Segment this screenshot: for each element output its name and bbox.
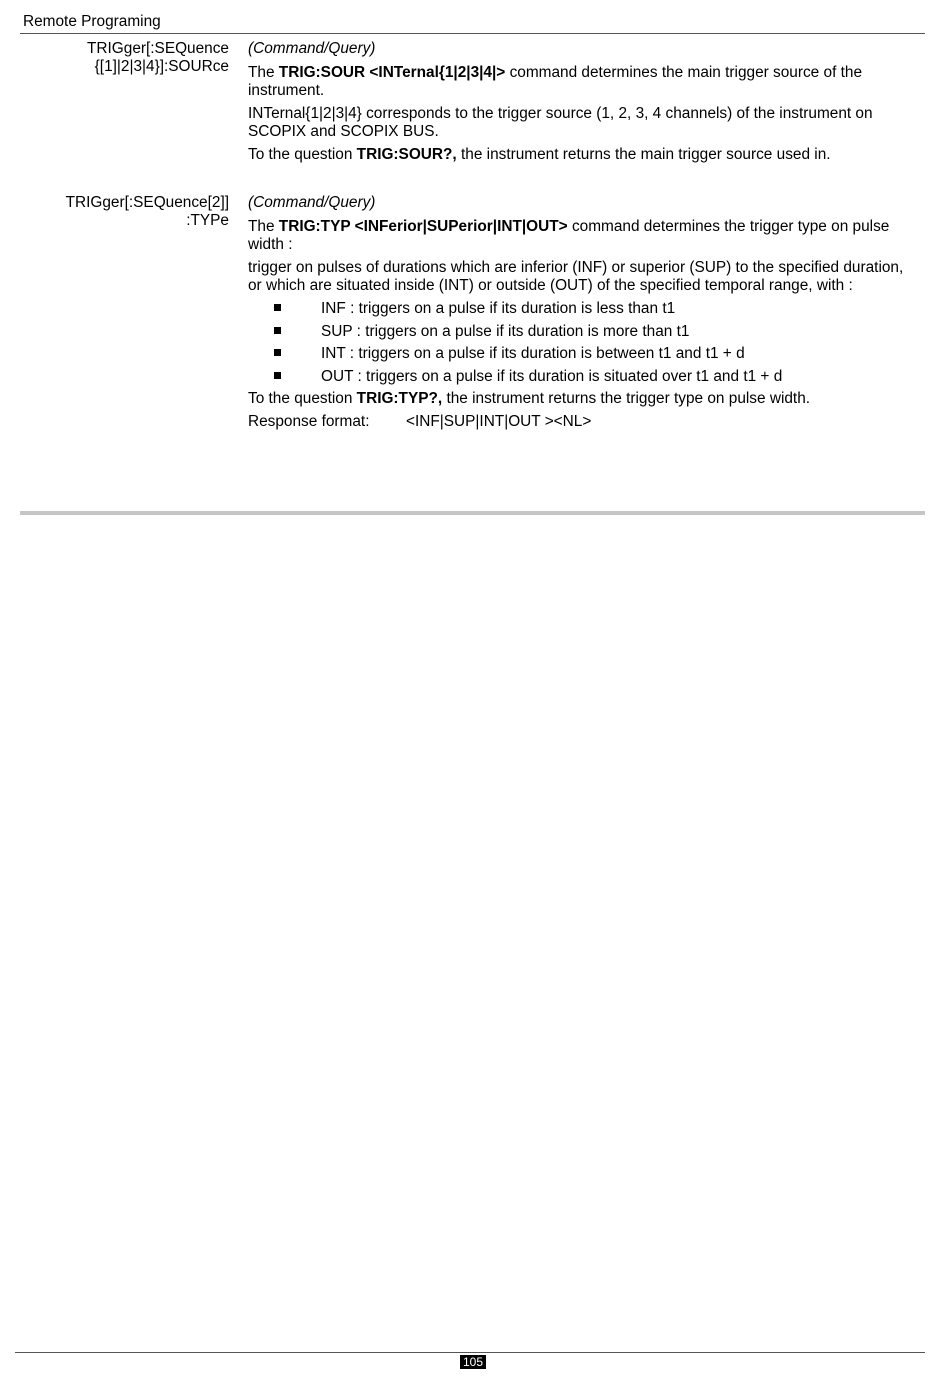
command-name-line: TRIGger[:SEQuence[2]] [65, 194, 229, 211]
response-format-value: <INF|SUP|INT|OUT ><NL> [406, 413, 592, 430]
command-name-line: :TYPe [186, 212, 229, 229]
command-mode: (Command/Query) [248, 194, 376, 211]
response-format-label: Response format: [248, 413, 370, 430]
command-name-line: {[1]|2|3|4}]:SOURce [94, 58, 229, 75]
command-syntax: TRIG:TYP <INFerior|SUPerior|INT|OUT> [278, 218, 568, 235]
description-paragraph: trigger on pulses of durations which are inferior (INF) or superior (SUP) to the specified duration, or which are situated inside (INT) or outside (OUT) of the specified temporal range, with : [248, 259, 904, 294]
square-bullet-icon [274, 349, 281, 356]
page-header-title: Remote Programing [23, 13, 161, 30]
description-paragraph: The TRIG:TYP <INFerior|SUPerior|INT|OUT> command determines the trigger type on pulse width : [248, 218, 890, 253]
command-mode: (Command/Query) [248, 40, 376, 57]
query-paragraph: To the question TRIG:TYP?, the instrument returns the trigger type on pulse width. [248, 390, 811, 407]
description-paragraph: INTernal{1|2|3|4} corresponds to the trigger source (1, 2, 3, 4 channels) of the instrument on SCOPIX and SCOPIX BUS. [248, 105, 873, 140]
command-syntax: TRIG:SOUR <INTernal{1|2|3|4|> [278, 64, 506, 81]
response-format [248, 413, 916, 431]
command-name-line: TRIGger[:SEQuence [87, 40, 229, 57]
square-bullet-icon [274, 327, 281, 334]
command-name-type [66, 194, 229, 230]
square-bullet-icon [274, 372, 281, 379]
command-name-source [87, 40, 229, 76]
description-paragraph: The TRIG:SOUR <INTernal{1|2|3|4|> command determines the main trigger source of the instrument. [248, 64, 863, 99]
command-description-source [248, 40, 916, 169]
list-item: INT : triggers on a pulse if its duration is between t1 and t1 + d [248, 345, 916, 363]
query-syntax: TRIG:SOUR?, [356, 146, 457, 163]
query-paragraph: To the question TRIG:SOUR?, the instrument returns the main trigger source used in. [248, 146, 831, 163]
list-item: OUT : triggers on a pulse if its duration is situated over t1 and t1 + d [248, 368, 916, 386]
footer-divider [15, 1352, 925, 1353]
header-divider [20, 33, 925, 34]
trigger-type-list [248, 300, 916, 386]
list-item: INF : triggers on a pulse if its duration is less than t1 [248, 300, 916, 318]
list-item: SUP : triggers on a pulse if its duration is more than t1 [248, 323, 916, 341]
command-description-type [248, 194, 916, 436]
page-number-badge: 105 [460, 1355, 486, 1369]
square-bullet-icon [274, 304, 281, 311]
query-syntax: TRIG:TYP?, [356, 390, 443, 407]
section-divider [20, 511, 925, 515]
